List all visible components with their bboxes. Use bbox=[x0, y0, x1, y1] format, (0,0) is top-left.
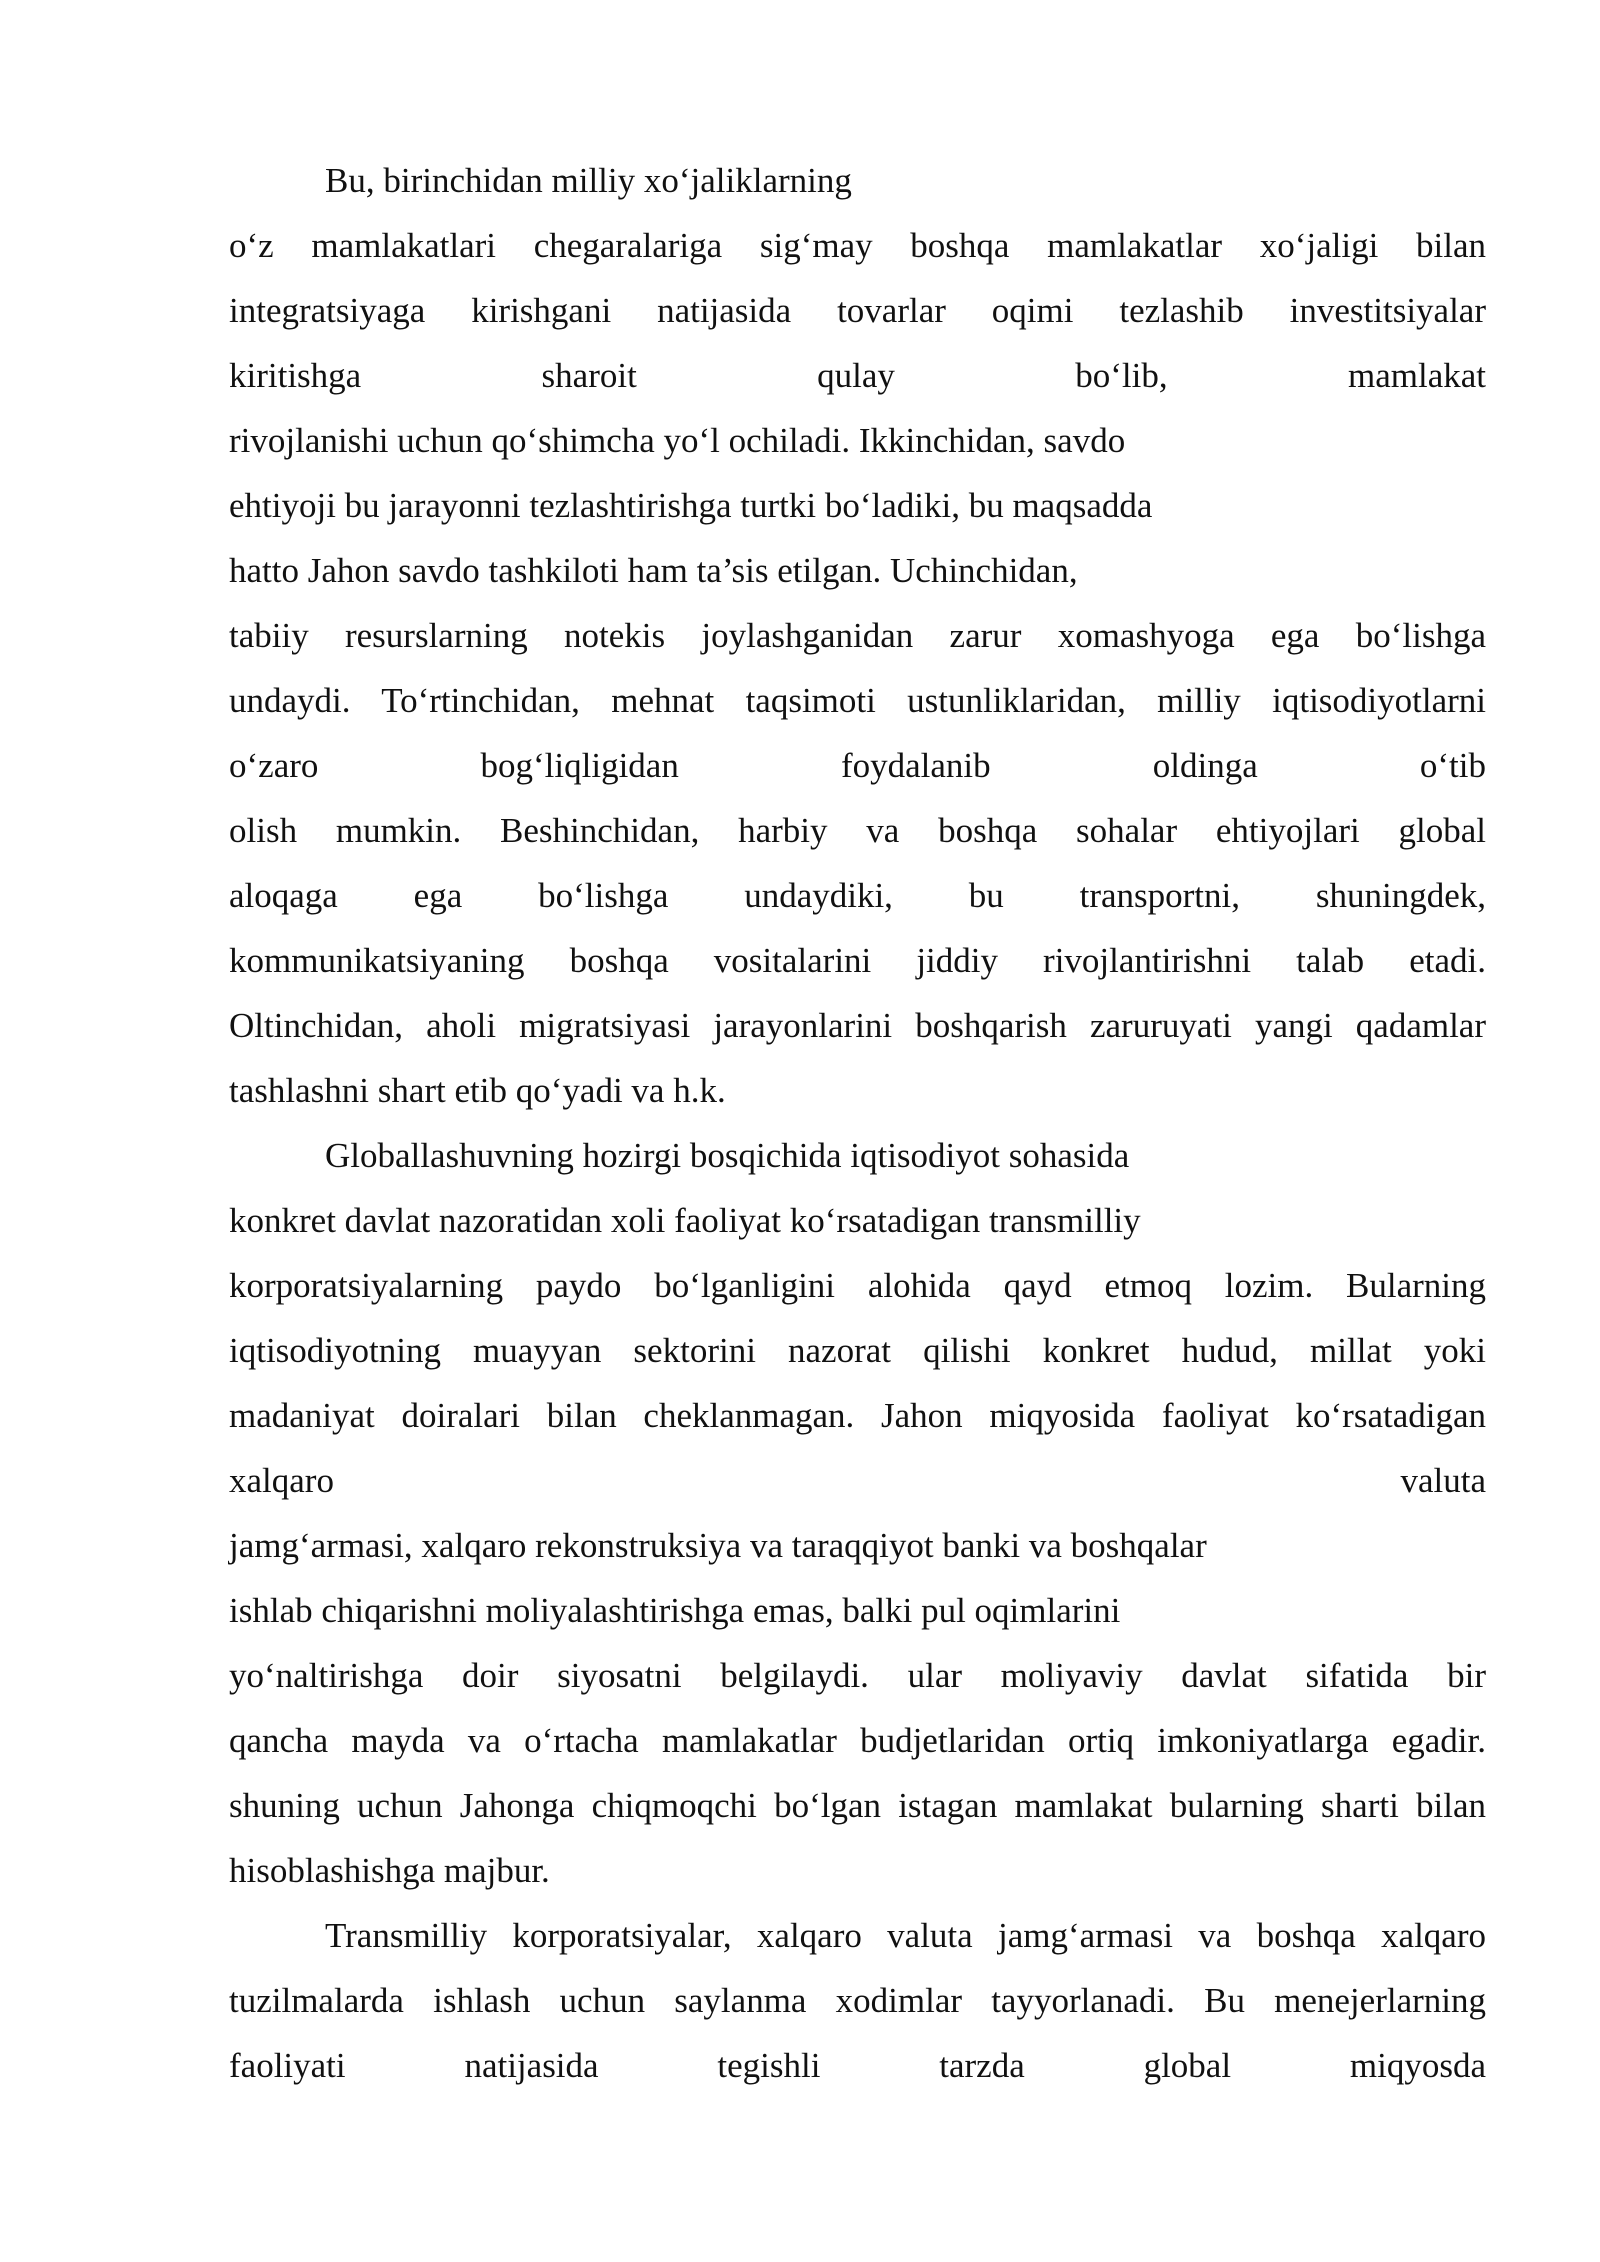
text-line: jamg‘armasi, xalqaro rekonstruksiya va taraqqiyot banki va boshqalar bbox=[229, 1526, 1207, 1565]
text-line: undaydi. To‘rtinchidan, mehnat taqsimoti ustunliklaridan, milliy iqtisodiyotlarni bbox=[229, 681, 1486, 720]
text-line: o‘z mamlakatlari chegaralariga sig‘may boshqa mamlakatlar xo‘jaligi bilan bbox=[229, 226, 1486, 265]
text-line: ehtiyoji bu jarayonni tezlashtirishga turtki bo‘ladiki, bu maqsadda bbox=[229, 486, 1153, 525]
text-line: xalqaro valuta bbox=[229, 1461, 1486, 1500]
text-line: tuzilmalarda ishlash uchun saylanma xodimlar tayyorlanadi. Bu menejerlarning bbox=[229, 1981, 1486, 2020]
body-text bbox=[229, 148, 1486, 2098]
text-line: korporatsiyalarning paydo bo‘lganligini alohida qayd etmoq lozim. Bularning bbox=[229, 1266, 1486, 1305]
text-line: kiritishga sharoit qulay bo‘lib, mamlakat bbox=[229, 356, 1486, 395]
text-line: shuning uchun Jahonga chiqmoqchi bo‘lgan istagan mamlakat bularning sharti bilan bbox=[229, 1786, 1486, 1825]
text-line: tabiiy resurslarning notekis joylashganidan zarur xomashyoga ega bo‘lishga bbox=[229, 616, 1486, 655]
text-line: madaniyat doiralari bilan cheklanmagan. Jahon miqyosida faoliyat ko‘rsatadigan bbox=[229, 1396, 1486, 1435]
text-line: ishlab chiqarishni moliyalashtirishga emas, balki pul oqimlarini bbox=[229, 1591, 1121, 1630]
text-line: qancha mayda va o‘rtacha mamlakatlar budjetlaridan ortiq imkoniyatlarga egadir. bbox=[229, 1721, 1486, 1760]
text-line: aloqaga ega bo‘lishga undaydiki, bu transportni, shuningdek, bbox=[229, 876, 1486, 915]
text-line: hisoblashishga majbur. bbox=[229, 1851, 550, 1890]
text-line: Transmilliy korporatsiyalar, xalqaro valuta jamg‘armasi va boshqa xalqaro bbox=[325, 1916, 1486, 1955]
text-line: integratsiyaga kirishgani natijasida tovarlar oqimi tezlashib investitsiyalar bbox=[229, 291, 1486, 330]
text-line: iqtisodiyotning muayyan sektorini nazorat qilishi konkret hudud, millat yoki bbox=[229, 1331, 1486, 1370]
text-line: rivojlanishi uchun qo‘shimcha yo‘l ochiladi. Ikkinchidan, savdo bbox=[229, 421, 1126, 460]
text-line: Bu, birinchidan milliy xo‘jaliklarning bbox=[325, 161, 852, 200]
text-line: o‘zaro bog‘liqligidan foydalanib oldinga o‘tib bbox=[229, 746, 1486, 785]
text-line: hatto Jahon savdo tashkiloti ham ta’sis etilgan. Uchinchidan, bbox=[229, 551, 1078, 590]
text-line: Globallashuvning hozirgi bosqichida iqtisodiyot sohasida bbox=[325, 1136, 1130, 1175]
text-line: konkret davlat nazoratidan xoli faoliyat ko‘rsatadigan transmilliy bbox=[229, 1201, 1141, 1240]
text-line: tashlashni shart etib qo‘yadi va h.k. bbox=[229, 1071, 726, 1110]
text-line: faoliyati natijasida tegishli tarzda global miqyosda bbox=[229, 2046, 1486, 2085]
text-line: Oltinchidan, aholi migratsiyasi jarayonlarini boshqarish zaruruyati yangi qadamlar bbox=[229, 1006, 1486, 1045]
text-line: olish mumkin. Beshinchidan, harbiy va boshqa sohalar ehtiyojlari global bbox=[229, 811, 1486, 850]
text-line: yo‘naltirishga doir siyosatni belgilaydi. ular moliyaviy davlat sifatida bir bbox=[229, 1656, 1486, 1695]
text-line: kommunikatsiyaning boshqa vositalarini jiddiy rivojlantirishni talab etadi. bbox=[229, 941, 1486, 980]
